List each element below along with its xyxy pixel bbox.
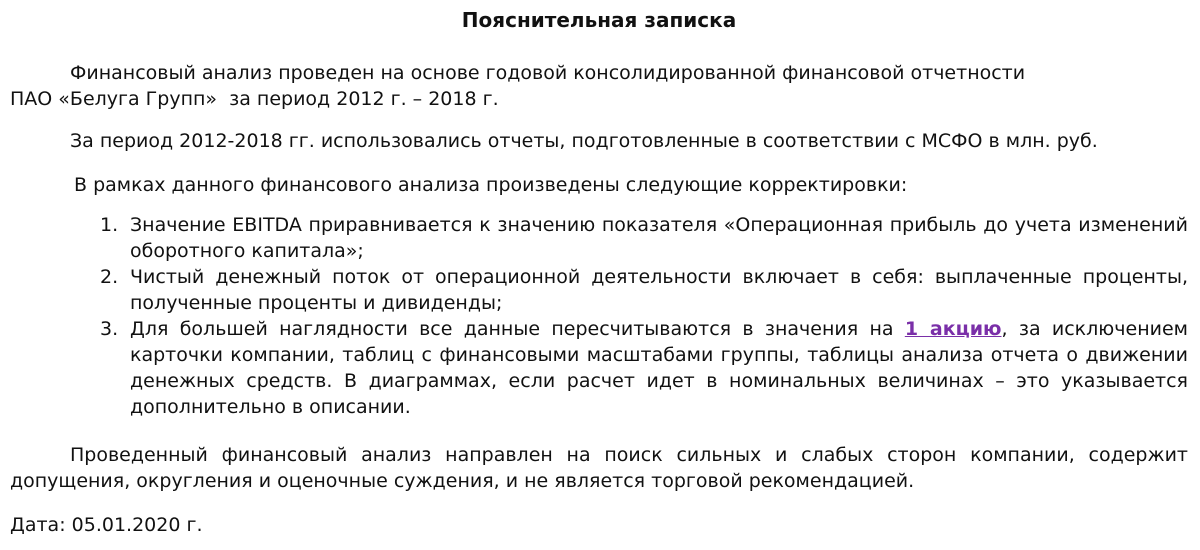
list-item [10,212,1188,264]
list-item-text: Чистый денежный поток от операционной деятельности включает в себя: выплаченные проценты, полученные проценты и дивиденды; [130,266,1188,314]
per-share-link[interactable]: 1 акцию [904,318,1002,340]
list-item-number: 3. [100,318,119,340]
intro-paragraph [10,60,1188,112]
list-item-text-after: , за исключением карточки компании, таблиц с финансовыми масштабами группы, таблицы анализа отчета о движении денежных средств. В диаграммах, если расчет идет в номинальных величинах – это указывается дополнительно в описании. [130,318,1189,418]
adjustments-list [10,212,1188,420]
list-item-number: 1. [100,214,119,236]
list-item [10,316,1188,420]
intro-line-1: Финансовый анализ проведен на основе годовой консолидированной финансовой отчетности [70,62,1026,84]
list-item-number: 2. [100,266,119,288]
adjustments-intro: В рамках данного финансового анализа произведены следующие корректировки: [74,174,908,196]
list-item-text [130,316,1188,420]
list-item-text-before: Для большей наглядности все данные пересчитываются в значения на [130,318,905,340]
list-item-text: Значение EBITDA приравнивается к значению показателя «Операционная прибыль до учета изменений оборотного капитала»; [130,214,1188,262]
intro-line-2: ПАО «Белуга Групп» за период 2012 г. – 2018 г. [10,88,499,110]
conclusion-paragraph: Проведенный финансовый анализ направлен на поиск сильных и слабых сторон компании, содержит допущения, округления и оценочные суждения, и не является торговой рекомендацией. [10,444,1188,492]
document-title: Пояснительная записка [461,8,737,32]
document-date: Дата: 05.01.2020 г. [10,514,203,536]
reporting-standard-paragraph: За период 2012-2018 гг. использовались отчеты, подготовленные в соответствии с МСФО в млн. руб. [70,130,1098,152]
list-item [10,264,1188,316]
